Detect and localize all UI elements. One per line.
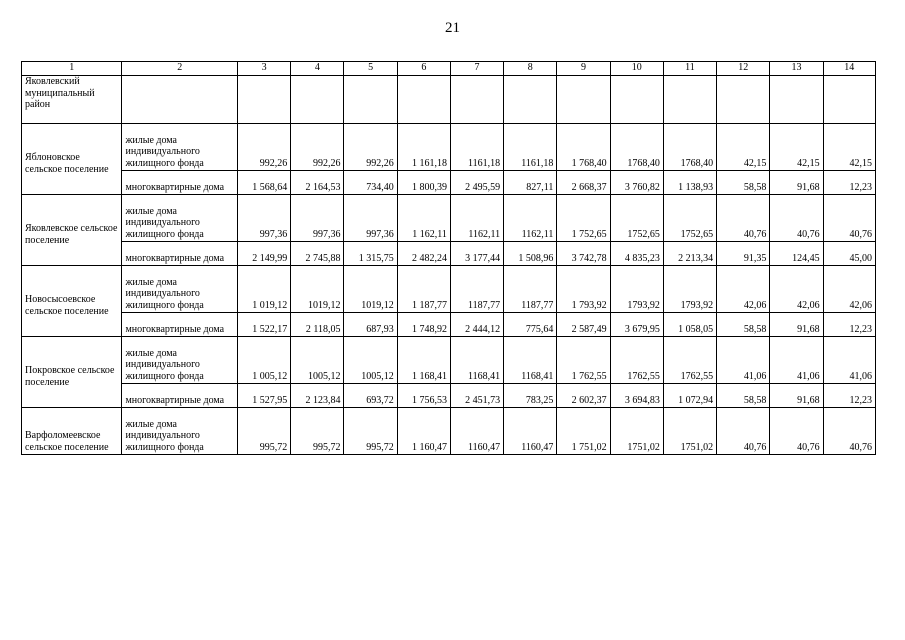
empty-cell <box>663 76 716 124</box>
housing-type: жилые дома индивидуального жилищного фонда <box>122 266 238 313</box>
tariff-value: 2 444,12 <box>450 313 503 337</box>
tariff-value: 997,36 <box>291 195 344 242</box>
tariff-value: 40,76 <box>770 195 823 242</box>
tariff-value: 1 019,12 <box>238 266 291 313</box>
tariff-value: 995,72 <box>291 408 344 455</box>
tariff-value: 734,40 <box>344 171 397 195</box>
tariff-value: 1 800,39 <box>397 171 450 195</box>
tariff-value: 2 745,88 <box>291 242 344 266</box>
tariff-value: 1187,77 <box>450 266 503 313</box>
tariff-value: 992,26 <box>238 124 291 171</box>
tariff-value: 2 149,99 <box>238 242 291 266</box>
tariff-value: 2 451,73 <box>450 384 503 408</box>
tariff-value: 91,68 <box>770 384 823 408</box>
tariff-value: 1 751,02 <box>557 408 610 455</box>
tariff-value: 12,23 <box>823 313 875 337</box>
tariff-value: 1768,40 <box>610 124 663 171</box>
column-number-cell: 10 <box>610 62 663 76</box>
tariff-value: 1 768,40 <box>557 124 610 171</box>
column-number-cell: 14 <box>823 62 875 76</box>
tariff-value: 1 568,64 <box>238 171 291 195</box>
tariff-value: 3 760,82 <box>610 171 663 195</box>
tariff-value: 1762,55 <box>610 337 663 384</box>
tariff-value: 1 005,12 <box>238 337 291 384</box>
housing-type: многоквартирные дома <box>122 171 238 195</box>
empty-cell <box>717 76 770 124</box>
tariff-value: 42,15 <box>823 124 875 171</box>
housing-type: жилые дома индивидуального жилищного фонда <box>122 408 238 455</box>
table-row <box>22 195 876 242</box>
column-number-cell: 1 <box>22 62 122 76</box>
tariff-value: 58,58 <box>717 171 770 195</box>
tariff-value: 775,64 <box>504 313 557 337</box>
housing-type: многоквартирные дома <box>122 384 238 408</box>
tariff-value: 3 694,83 <box>610 384 663 408</box>
column-number-cell: 2 <box>122 62 238 76</box>
tariff-value: 1793,92 <box>663 266 716 313</box>
tariff-value: 1 161,18 <box>397 124 450 171</box>
column-number-cell: 6 <box>397 62 450 76</box>
housing-type: жилые дома индивидуального жилищного фонда <box>122 124 238 171</box>
tariff-value: 1187,77 <box>504 266 557 313</box>
tariff-value: 58,58 <box>717 384 770 408</box>
tariff-value: 40,76 <box>717 408 770 455</box>
settlement-name: Яковлевское сельское поселение <box>22 195 122 266</box>
empty-cell <box>557 76 610 124</box>
column-number-cell: 7 <box>450 62 503 76</box>
tariff-value: 783,25 <box>504 384 557 408</box>
empty-cell <box>770 76 823 124</box>
tariff-value: 2 495,59 <box>450 171 503 195</box>
tariff-value: 42,06 <box>770 266 823 313</box>
tariff-value: 693,72 <box>344 384 397 408</box>
tariff-value: 1 752,65 <box>557 195 610 242</box>
settlement-name: Яблоновское сельское поселение <box>22 124 122 195</box>
tariff-value: 997,36 <box>238 195 291 242</box>
tariff-value: 42,15 <box>770 124 823 171</box>
tariff-value: 41,06 <box>823 337 875 384</box>
tariff-value: 995,72 <box>344 408 397 455</box>
tariff-value: 45,00 <box>823 242 875 266</box>
tariff-value: 2 587,49 <box>557 313 610 337</box>
empty-cell <box>823 76 875 124</box>
tariff-value: 91,35 <box>717 242 770 266</box>
tariff-value: 1019,12 <box>344 266 397 313</box>
tariff-value: 992,26 <box>291 124 344 171</box>
tariff-value: 1161,18 <box>504 124 557 171</box>
settlement-name: Варфоломеевское сельское поселение <box>22 408 122 455</box>
tariff-value: 827,11 <box>504 171 557 195</box>
tariff-value: 2 668,37 <box>557 171 610 195</box>
tariff-value: 1160,47 <box>504 408 557 455</box>
tariff-value: 1752,65 <box>663 195 716 242</box>
column-number-cell: 13 <box>770 62 823 76</box>
table-row <box>22 242 876 266</box>
empty-cell <box>344 76 397 124</box>
column-number-cell: 12 <box>717 62 770 76</box>
tariff-value: 3 742,78 <box>557 242 610 266</box>
column-number-cell: 3 <box>238 62 291 76</box>
tariff-value: 687,93 <box>344 313 397 337</box>
tariff-value: 1005,12 <box>291 337 344 384</box>
district-name: Яковлевский муниципальный район <box>22 76 122 124</box>
table-row <box>22 384 876 408</box>
tariff-value: 1 508,96 <box>504 242 557 266</box>
tariff-value: 12,23 <box>823 384 875 408</box>
tariff-value: 1161,18 <box>450 124 503 171</box>
tariff-value: 1 162,11 <box>397 195 450 242</box>
tariff-value: 1751,02 <box>610 408 663 455</box>
tariff-value: 40,76 <box>770 408 823 455</box>
tariff-value: 1793,92 <box>610 266 663 313</box>
tariff-value: 2 482,24 <box>397 242 450 266</box>
tariff-value: 1005,12 <box>344 337 397 384</box>
empty-cell <box>122 76 238 124</box>
tariff-value: 1 756,53 <box>397 384 450 408</box>
tariff-value: 91,68 <box>770 171 823 195</box>
housing-type: многоквартирные дома <box>122 313 238 337</box>
housing-type: жилые дома индивидуального жилищного фонда <box>122 195 238 242</box>
tariff-value: 1 138,93 <box>663 171 716 195</box>
tariff-value: 58,58 <box>717 313 770 337</box>
tariff-value: 2 602,37 <box>557 384 610 408</box>
tariff-value: 40,76 <box>717 195 770 242</box>
tariff-value: 1 748,92 <box>397 313 450 337</box>
tariff-value: 1 168,41 <box>397 337 450 384</box>
tariff-value: 992,26 <box>344 124 397 171</box>
empty-cell <box>238 76 291 124</box>
tariff-value: 1160,47 <box>450 408 503 455</box>
tariff-value: 124,45 <box>770 242 823 266</box>
empty-cell <box>450 76 503 124</box>
tariff-value: 1168,41 <box>450 337 503 384</box>
tariff-value: 1 058,05 <box>663 313 716 337</box>
housing-type: жилые дома индивидуального жилищного фонда <box>122 337 238 384</box>
column-number-cell: 4 <box>291 62 344 76</box>
tariff-value: 1168,41 <box>504 337 557 384</box>
page-number: 21 <box>445 20 460 36</box>
tariff-value: 1768,40 <box>663 124 716 171</box>
district-row <box>22 76 876 124</box>
empty-cell <box>610 76 663 124</box>
empty-cell <box>397 76 450 124</box>
tariff-value: 995,72 <box>238 408 291 455</box>
table-body <box>22 62 876 455</box>
tariff-value: 42,06 <box>717 266 770 313</box>
tariff-value: 3 679,95 <box>610 313 663 337</box>
tariff-value: 1 187,77 <box>397 266 450 313</box>
tariff-value: 1162,11 <box>450 195 503 242</box>
tariff-value: 1752,65 <box>610 195 663 242</box>
tariff-value: 1019,12 <box>291 266 344 313</box>
empty-cell <box>291 76 344 124</box>
column-number-cell: 11 <box>663 62 716 76</box>
table-row <box>22 337 876 384</box>
tariff-value: 42,15 <box>717 124 770 171</box>
tariff-table <box>21 61 876 455</box>
tariff-value: 91,68 <box>770 313 823 337</box>
tariff-value: 1 072,94 <box>663 384 716 408</box>
table-row <box>22 408 876 455</box>
tariff-value: 1762,55 <box>663 337 716 384</box>
tariff-value: 2 164,53 <box>291 171 344 195</box>
settlement-name: Покровское сельское поселение <box>22 337 122 408</box>
housing-type: многоквартирные дома <box>122 242 238 266</box>
tariff-value: 2 118,05 <box>291 313 344 337</box>
tariff-value: 40,76 <box>823 195 875 242</box>
table-row <box>22 124 876 171</box>
tariff-value: 41,06 <box>770 337 823 384</box>
column-number-cell: 9 <box>557 62 610 76</box>
tariff-value: 1751,02 <box>663 408 716 455</box>
settlement-name: Новосысоевское сельское поселение <box>22 266 122 337</box>
tariff-value: 42,06 <box>823 266 875 313</box>
tariff-value: 1162,11 <box>504 195 557 242</box>
tariff-value: 2 123,84 <box>291 384 344 408</box>
tariff-value: 1 315,75 <box>344 242 397 266</box>
tariff-value: 2 213,34 <box>663 242 716 266</box>
column-number-cell: 8 <box>504 62 557 76</box>
tariff-value: 1 762,55 <box>557 337 610 384</box>
tariff-value: 12,23 <box>823 171 875 195</box>
tariff-value: 40,76 <box>823 408 875 455</box>
tariff-value: 41,06 <box>717 337 770 384</box>
table-row <box>22 266 876 313</box>
tariff-value: 4 835,23 <box>610 242 663 266</box>
tariff-value: 1 793,92 <box>557 266 610 313</box>
tariff-value: 1 522,17 <box>238 313 291 337</box>
tariff-value: 3 177,44 <box>450 242 503 266</box>
tariff-value: 997,36 <box>344 195 397 242</box>
empty-cell <box>504 76 557 124</box>
tariff-value: 1 160,47 <box>397 408 450 455</box>
table-row <box>22 313 876 337</box>
table-row <box>22 171 876 195</box>
column-number-cell: 5 <box>344 62 397 76</box>
tariff-value: 1 527,95 <box>238 384 291 408</box>
column-number-row <box>22 62 876 76</box>
